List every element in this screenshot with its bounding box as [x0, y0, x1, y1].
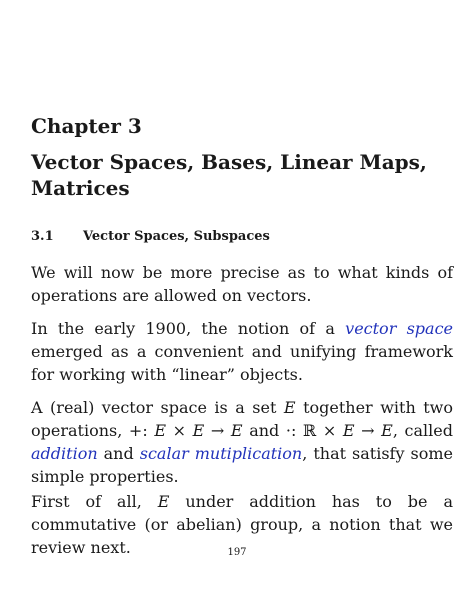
chapter-label: Chapter 3: [31, 114, 142, 138]
math-symbol: E: [192, 421, 205, 440]
page-number: 197: [227, 547, 247, 558]
math-symbol: E: [230, 421, 243, 440]
math-symbol: E: [154, 421, 166, 440]
math-symbol: E: [283, 398, 296, 417]
paragraph-3-text: , that satisfy some simple properties.: [31, 444, 454, 486]
paragraph-2-text: In the early 1900, the notion of a: [31, 319, 346, 338]
section-heading: [31, 228, 270, 246]
math-symbol: E: [157, 492, 170, 511]
scalar-multiplication-link[interactable]: scalar mutiplication: [139, 444, 303, 463]
section-number: 3.1: [31, 229, 54, 244]
chapter-title: Vector Spaces, Bases, Linear Maps, Matrices: [31, 150, 427, 200]
math-symbol: E: [342, 421, 355, 440]
paragraph-4-text: First of all,: [31, 492, 158, 511]
paragraph-3-text: together with two operations, +:: [31, 398, 454, 440]
paragraph-3-text: A (real) vector space is a set: [31, 398, 284, 417]
paragraph-2: [31, 317, 453, 386]
paragraph-3-text: and ·: ℝ ×: [242, 421, 343, 440]
paragraph-3-text: →: [354, 421, 382, 440]
paragraph-3-text: , called: [392, 421, 453, 440]
paragraph-2-text: emerged as a convenient and unifying framework for working with “linear” objects.: [31, 342, 453, 384]
section-title: Vector Spaces, Subspaces: [83, 229, 270, 244]
paragraph-3: [31, 396, 453, 488]
paragraph-3-text: ×: [166, 421, 193, 440]
vector-space-link[interactable]: vector space: [345, 319, 454, 338]
addition-link[interactable]: addition: [31, 444, 98, 463]
paragraph-3-text: →: [204, 421, 231, 440]
paragraph-4-text: under addition has to be a commutative (or abelian) group, a notion that we review next.: [31, 492, 453, 557]
paragraph-1: We will now be more precise as to what kinds of operations are allowed on vectors.: [31, 263, 453, 305]
math-symbol: E: [381, 421, 393, 440]
paragraph-3-text: and: [97, 444, 140, 463]
